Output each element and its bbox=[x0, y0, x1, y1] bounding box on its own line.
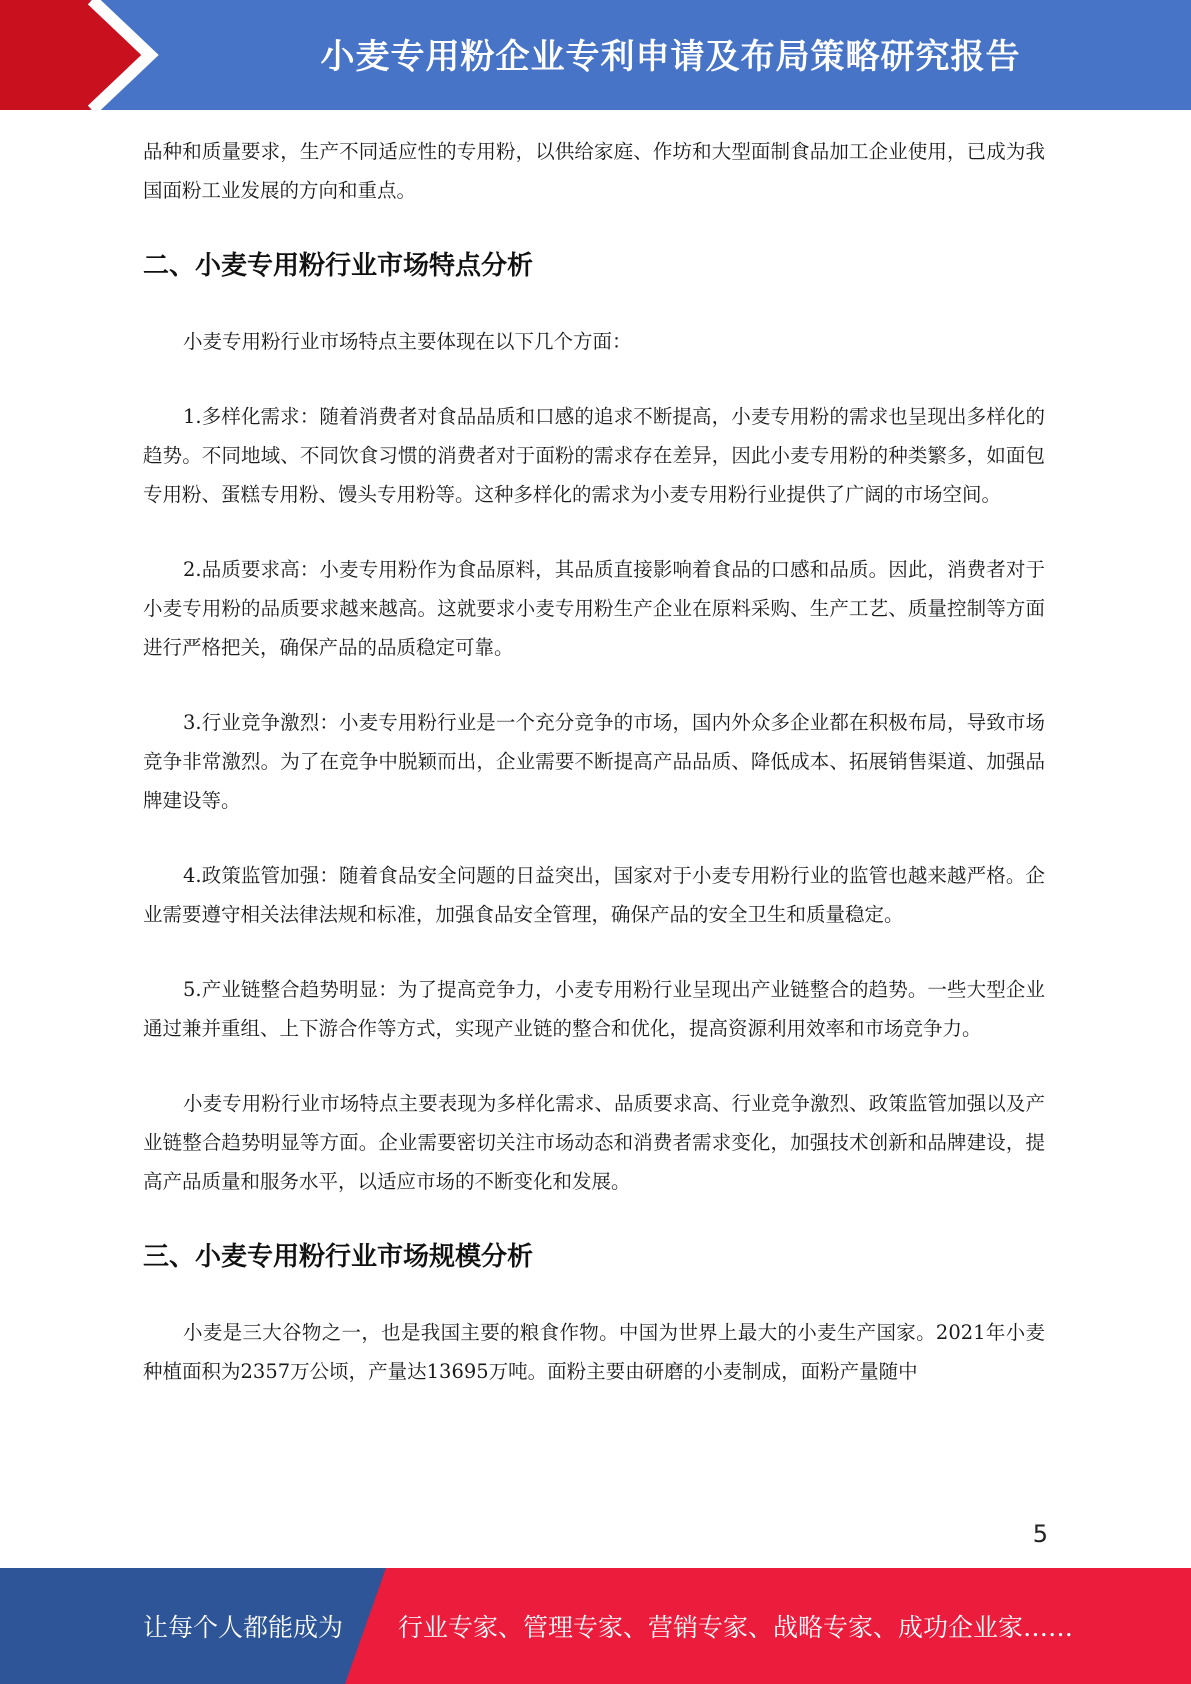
report-title: 小麦专用粉企业专利申请及布局策略研究报告 bbox=[320, 36, 1021, 77]
block-spacer bbox=[143, 667, 1045, 703]
paragraph: 3.行业竞争激烈：小麦专用粉行业是一个充分竞争的市场，国内外众多企业都在积极布局，导致市场竞争非常激烈。为了在竞争中脱颖而出，企业需要不断提高产品品质、降低成本、拓展销售渠道、加强品牌建设等。 bbox=[143, 711, 1045, 812]
section-heading: 三、小麦专用粉行业市场规模分析 bbox=[143, 1242, 534, 1272]
block-spacer bbox=[143, 210, 1045, 246]
paragraph: 4.政策监管加强：随着食品安全问题的日益突出，国家对于小麦专用粉行业的监管也越来越严格。企业需要遵守相关法律法规和标准，加强食品安全管理，确保产品的安全卫生和质量稳定。 bbox=[143, 864, 1045, 926]
paragraph: 5.产业链整合趋势明显：为了提高竞争力，小麦专用粉行业呈现出产业链整合的趋势。一些大型企业通过兼并重组、上下游合作等方式，实现产业链的整合和优化，提高资源利用效率和市场竞争力。 bbox=[143, 978, 1045, 1040]
paragraph: 小麦是三大谷物之一，也是我国主要的粮食作物。中国为世界上最大的小麦生产国家。2021年小麦种植面积为2357万公顷，产量达13695万吨。面粉主要由研磨的小麦制成，面粉产量随中 bbox=[143, 1321, 1045, 1383]
page-number: 5 bbox=[1032, 1520, 1048, 1548]
block-spacer bbox=[143, 1277, 1045, 1313]
footer-slogan-left: 让每个人都能成为 bbox=[143, 1613, 344, 1642]
header-banner bbox=[0, 0, 1191, 110]
paragraph: 品种和质量要求，生产不同适应性的专用粉，以供给家庭、作坊和大型面制食品加工企业使用，已成为我国面粉工业发展的方向和重点。 bbox=[143, 140, 1045, 202]
footer-slogan-right: 行业专家、管理专家、营销专家、战略专家、成功企业家…… bbox=[398, 1613, 1074, 1642]
paragraph: 小麦专用粉行业市场特点主要表现为多样化需求、品质要求高、行业竞争激烈、政策监管加强以及产业链整合趋势明显等方面。企业需要密切关注市场动态和消费者需求变化，加强技术创新和品牌建设，提高产品质量和服务水平，以适应市场的不断变化和发展。 bbox=[143, 1092, 1045, 1193]
block-spacer bbox=[143, 1048, 1045, 1084]
section-heading: 二、小麦专用粉行业市场特点分析 bbox=[143, 251, 534, 281]
block-spacer bbox=[143, 361, 1045, 397]
paragraph: 2.品质要求高：小麦专用粉作为食品原料，其品质直接影响着食品的口感和品质。因此，消费者对于小麦专用粉的品质要求越来越高。这就要求小麦专用粉生产企业在原料采购、生产工艺、质量控制等方面进行严格把关，确保产品的品质稳定可靠。 bbox=[143, 558, 1045, 659]
block-spacer bbox=[143, 820, 1045, 856]
block-spacer bbox=[143, 934, 1045, 970]
block-spacer bbox=[143, 286, 1045, 322]
footer-banner bbox=[0, 1568, 1191, 1684]
paragraph: 小麦专用粉行业市场特点主要体现在以下几个方面： bbox=[183, 330, 632, 353]
block-spacer bbox=[143, 1201, 1045, 1237]
paragraph: 1.多样化需求：随着消费者对食品品质和口感的追求不断提高，小麦专用粉的需求也呈现出多样化的趋势。不同地域、不同饮食习惯的消费者对于面粉的需求存在差异，因此小麦专用粉的种类繁多，如面包专用粉、蛋糕专用粉、馒头专用粉等。这种多样化的需求为小麦专用粉行业提供了广阔的市场空间。 bbox=[143, 405, 1045, 506]
document-body bbox=[143, 132, 1045, 1391]
block-spacer bbox=[143, 514, 1045, 550]
